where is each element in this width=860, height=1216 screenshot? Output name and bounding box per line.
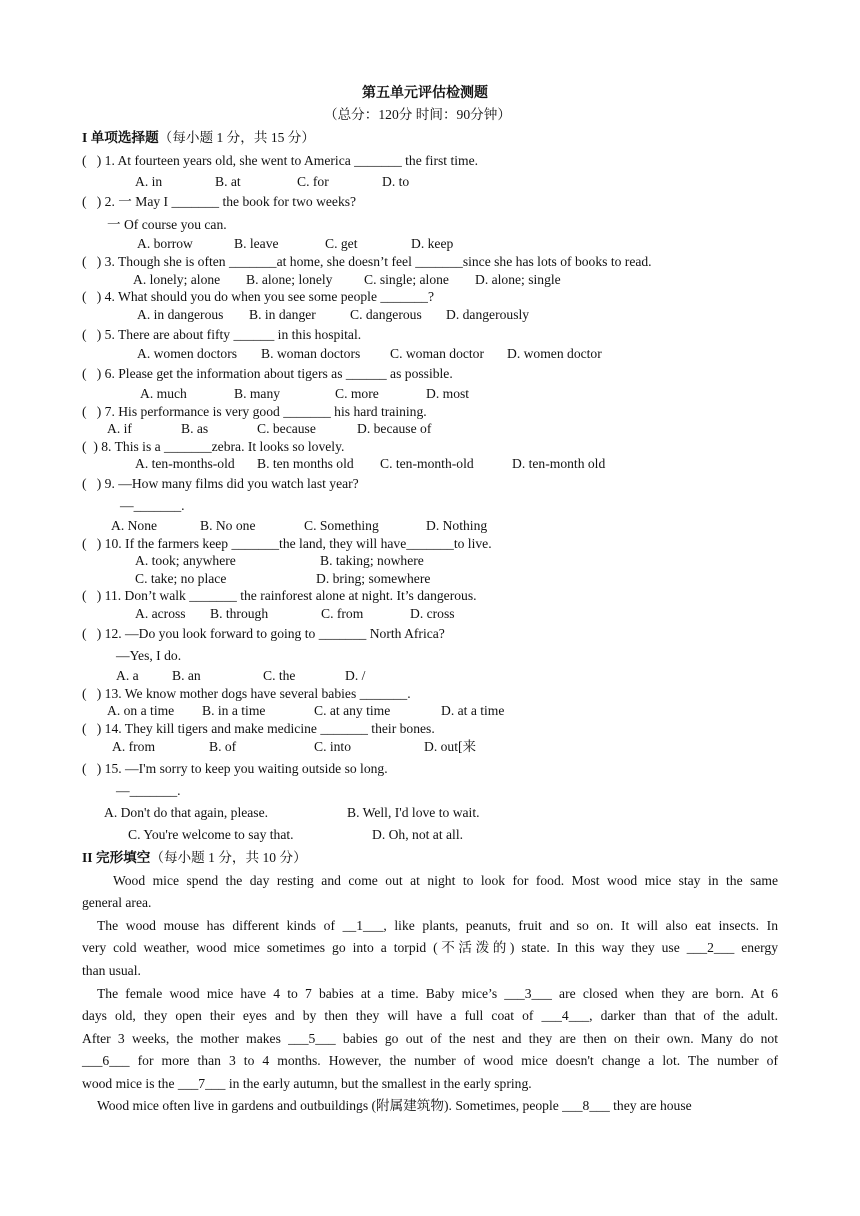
- question-2-stem: ( ) 2. 一 May I _______ the book for two weeks?: [82, 194, 357, 209]
- question-1-option-c: C. for: [297, 174, 329, 189]
- passage-line: days old, they open their eyes and by then they will have a full coat of ___4___, darker than that of the adult.: [82, 1008, 778, 1023]
- question-15-option-c: C. You're welcome to say that.: [128, 827, 294, 842]
- question-2-option-d: D. keep: [411, 236, 454, 251]
- question-6-option-c: C. more: [335, 386, 379, 401]
- question-4-stem: ( ) 4. What should you do when you see some people _______?: [82, 289, 434, 304]
- question-9-option-b: B. No one: [200, 518, 256, 533]
- question-7-option-d: D. because of: [357, 421, 432, 436]
- passage-line: The wood mouse has different kinds of __1___, like plants, peanuts, fruit and so on. It will also eat insects. In: [97, 918, 778, 933]
- section-1-title: I 单项选择题: [82, 130, 159, 145]
- question-15-stem: ( ) 15. —I'm sorry to keep you waiting outside so long.: [82, 761, 388, 776]
- question-10-option-a: A. took; anywhere: [135, 553, 236, 568]
- question-8-option-c: C. ten-month-old: [380, 456, 474, 471]
- question-10-option-b: B. taking; nowhere: [320, 553, 424, 568]
- passage-line: After 3 weeks, the mother makes ___5___ babies go out of the nest and they are then on their own. Many do not: [82, 1031, 778, 1046]
- question-8-stem: ( ) 8. This is a _______zebra. It looks so lovely.: [82, 439, 345, 454]
- question-12-stem: ( ) 12. —Do you look forward to going to _______ North Africa?: [82, 626, 445, 641]
- question-13-stem: ( ) 13. We know mother dogs have several babies _______.: [82, 686, 411, 701]
- section-1-note: （每小题 1 分，共 15 分）: [158, 130, 315, 145]
- question-11-option-b: B. through: [210, 606, 269, 621]
- question-6-option-d: D. most: [426, 386, 470, 401]
- question-12-option-d: D. /: [345, 668, 366, 683]
- passage-line: ___6___ for more than 3 to 4 months. However, the number of wood mice doesn't change a lot. The number of: [82, 1053, 778, 1068]
- question-4-option-a: A. in dangerous: [137, 307, 224, 322]
- question-13-option-c: C. at any time: [314, 703, 391, 718]
- question-9-option-c: C. Something: [304, 518, 379, 533]
- question-9-reply: —_______.: [120, 498, 185, 513]
- question-14-option-a: A. from: [112, 739, 156, 754]
- question-11-stem: ( ) 11. Don’t walk _______ the rainforest alone at night. It’s dangerous.: [82, 588, 477, 603]
- question-9-stem: ( ) 9. —How many films did you watch last year?: [82, 476, 359, 491]
- question-1-option-b: B. at: [215, 174, 241, 189]
- question-9-option-a: A. None: [111, 518, 158, 533]
- passage-line: than usual.: [82, 963, 141, 978]
- question-6-option-b: B. many: [234, 386, 281, 401]
- question-6-stem: ( ) 6. Please get the information about tigers as ______ as possible.: [82, 366, 453, 381]
- question-7-option-c: C. because: [257, 421, 316, 436]
- question-12-option-a: A. a: [116, 668, 139, 683]
- question-13-option-a: A. on a time: [107, 703, 175, 718]
- question-10-option-d: D. bring; somewhere: [316, 571, 431, 586]
- question-2-reply: 一 Of course you can.: [107, 217, 227, 232]
- question-10-stem: ( ) 10. If the farmers keep _______the land, they will have_______to live.: [82, 536, 492, 551]
- question-13-option-d: D. at a time: [441, 703, 505, 718]
- question-4-option-b: B. in danger: [249, 307, 316, 322]
- question-3-option-a: A. lonely; alone: [133, 272, 221, 287]
- question-12-option-b: B. an: [172, 668, 201, 683]
- question-4-option-c: C. dangerous: [350, 307, 422, 322]
- question-7-stem: ( ) 7. His performance is very good _______ his hard training.: [82, 404, 427, 419]
- passage-line: very cold weather, wood mice sometimes go into a torpid (不活泼的) state. In this way they use ___2___ energy: [82, 940, 778, 955]
- page-subtitle: （总分：120分 时间：90分钟）: [324, 107, 511, 122]
- question-11-option-d: D. cross: [410, 606, 455, 621]
- question-5-option-d: D. women doctor: [507, 346, 602, 361]
- page-title: 第五单元评估检测题: [362, 86, 488, 101]
- question-3-option-b: B. alone; lonely: [246, 272, 333, 287]
- question-3-option-c: C. single; alone: [364, 272, 449, 287]
- question-15-reply: —_______.: [116, 783, 181, 798]
- question-14-option-d: D. out[来: [424, 739, 477, 754]
- passage-line: Wood mice often live in gardens and outbuildings (附属建筑物). Sometimes, people ___8___ they are house: [97, 1098, 692, 1113]
- passage-line: Wood mice spend the day resting and come out at night to look for food. Most wood mice stay in the same: [113, 873, 778, 888]
- question-3-stem: ( ) 3. Though she is often _______at home, she doesn’t feel _______since she has lots of books to read.: [82, 254, 652, 269]
- question-8-option-d: D. ten-month old: [512, 456, 606, 471]
- question-9-option-d: D. Nothing: [426, 518, 488, 533]
- question-10-option-c: C. take; no place: [135, 571, 227, 586]
- question-1-stem: ( ) 1. At fourteen years old, she went to America _______ the first time.: [82, 153, 479, 168]
- section-1-heading: [82, 131, 315, 145]
- section-2-heading: [82, 851, 307, 865]
- question-14-option-b: B. of: [209, 739, 237, 754]
- question-2-option-b: B. leave: [234, 236, 279, 251]
- question-7-option-b: B. as: [181, 421, 209, 436]
- question-12-reply: —Yes, I do.: [116, 648, 182, 663]
- question-14-option-c: C. into: [314, 739, 352, 754]
- question-8-option-b: B. ten months old: [257, 456, 354, 471]
- question-2-option-c: C. get: [325, 236, 358, 251]
- passage-line: The female wood mice have 4 to 7 babies at a time. Baby mice’s ___3___ are closed when they are born. At 6: [97, 986, 778, 1001]
- question-5-stem: ( ) 5. There are about fifty ______ in this hospital.: [82, 327, 362, 342]
- question-11-option-c: C. from: [321, 606, 364, 621]
- question-5-option-c: C. woman doctor: [390, 346, 485, 361]
- question-7-option-a: A. if: [107, 421, 132, 436]
- question-15-option-a: A. Don't do that again, please.: [104, 805, 269, 820]
- question-15-option-b: B. Well, I'd love to wait.: [347, 805, 480, 820]
- question-4-option-d: D. dangerously: [446, 307, 530, 322]
- question-12-option-c: C. the: [263, 668, 296, 683]
- passage-line: wood mice is the ___7___ in the early autumn, but the smallest in the early spring.: [82, 1076, 532, 1091]
- question-5-option-b: B. woman doctors: [261, 346, 361, 361]
- section-2-note: （每小题 1 分，共 10 分）: [150, 850, 307, 865]
- section-2-title: II 完形填空: [82, 850, 151, 865]
- question-1-option-a: A. in: [135, 174, 163, 189]
- question-1-option-d: D. to: [382, 174, 410, 189]
- question-5-option-a: A. women doctors: [137, 346, 238, 361]
- question-14-stem: ( ) 14. They kill tigers and make medicine _______ their bones.: [82, 721, 435, 736]
- question-8-option-a: A. ten-months-old: [135, 456, 235, 471]
- question-11-option-a: A. across: [135, 606, 186, 621]
- passage-line: general area.: [82, 895, 152, 910]
- question-6-option-a: A. much: [140, 386, 187, 401]
- question-15-option-d: D. Oh, not at all.: [372, 827, 463, 842]
- question-2-option-a: A. borrow: [137, 236, 193, 251]
- question-13-option-b: B. in a time: [202, 703, 266, 718]
- question-3-option-d: D. alone; single: [475, 272, 561, 287]
